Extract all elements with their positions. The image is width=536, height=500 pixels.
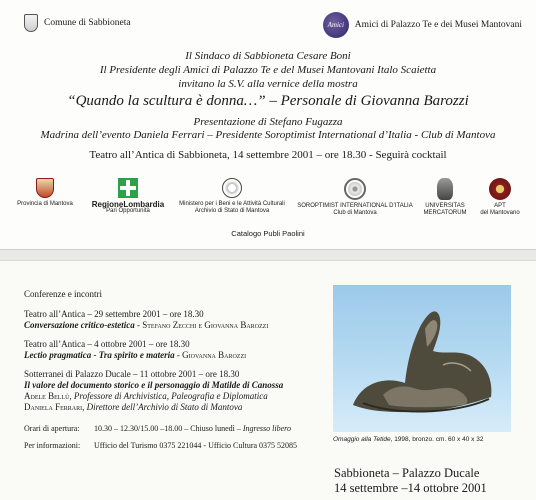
sponsor-apt (472, 178, 528, 217)
invite-line-venue-date: Teatro all’Antica di Sabbioneta, 14 settembre 2001 – ore 18.30 - Seguirà cocktail (89, 149, 447, 161)
sponsor-provincia (10, 178, 80, 208)
venue-line: Sabbioneta – Palazzo Ducale (334, 466, 480, 480)
soroptimist-icon (344, 178, 366, 200)
event-3-venue: Sotterranei di Palazzo Ducale – 11 ottobre 2001 – ore 18.30 (24, 369, 240, 379)
header-left-text: Comune di Sabbioneta (44, 18, 131, 28)
event-2 (24, 339, 324, 361)
dates-line: 14 settembre –14 ottobre 2001 (334, 481, 487, 495)
event-3-title: Il valore del documento storico e il personaggio di Matilde di Canossa (24, 380, 284, 390)
sponsor-label: SOROPTIMIST INTERNATIONAL D’ITALIA (297, 203, 413, 209)
sponsor-label: Provincia di Mantova (17, 201, 73, 207)
header-right (323, 12, 522, 38)
event-1-details (24, 320, 324, 331)
event-2-details (24, 350, 324, 361)
catalogo-credit: Catalogo Publi Paolini (231, 229, 305, 238)
speaker-name: Daniela Ferrari (24, 402, 83, 412)
invite-line-presidente: Il Presidente degli Amici di Palazzo Te e del Musei Mantovani Italo Scaietta (99, 64, 437, 76)
amici-logo-icon: Amici (323, 12, 349, 38)
invite-line-presentazione: Presentazione di Stefano Fugazza (193, 116, 343, 128)
invite-line-sindaco: Il Sindaco di Sabbioneta Cesare Boni (185, 50, 351, 62)
sculpture-image (333, 285, 511, 432)
card-separator (0, 250, 536, 260)
contact-label: Per informazioni: (24, 441, 81, 450)
sponsor-sublabel: Pari Opportunità (106, 208, 150, 214)
event-1-venue: Teatro all’Antica – 29 settembre 2001 – ore 18.30 (24, 309, 204, 319)
photo-caption (333, 436, 533, 443)
sponsor-logos (10, 178, 530, 222)
invite-line-madrina: Madrina dell’evento Daniela Ferrari – Presidente Soroptimist International d’Italia - Club di Mantova (40, 129, 496, 141)
sponsor-mercatorum (420, 178, 470, 217)
separator: - (174, 350, 183, 360)
opening-hours (24, 424, 291, 433)
separator: - (134, 320, 143, 330)
event-2-title: Lectio pragmatica - Tra spirito e materia (24, 350, 175, 360)
hours-text: 10.30 – 12.30/15.00 –18.00 – Chiuso lunedì – (94, 424, 243, 433)
event-3-speaker-1 (24, 391, 329, 402)
contact-value: Ufficio del Turismo 0375 221044 - Ufficio Cultura 0375 52085 (94, 441, 298, 450)
regione-lombardia-icon (118, 178, 138, 198)
sponsor-regione (88, 178, 168, 215)
speaker-name: Adele Bellù (24, 391, 70, 401)
apt-icon (489, 178, 511, 200)
event-1 (24, 309, 324, 331)
sponsor-sublabel: Archivio di Stato di Mantova (194, 208, 270, 214)
sabbioneta-crest-icon (24, 14, 38, 32)
exhibition-title: “Quando la scultura è donna…” – Personale di Giovanna Barozzi (67, 93, 469, 109)
sculpture-photo (333, 285, 511, 432)
sponsor-label: RegioneLombardia (91, 200, 165, 209)
event-1-title: Conversazione critico-estetica (24, 320, 135, 330)
sponsor-label: UNIVERSITAS (425, 203, 465, 209)
sponsor-sublabel: Club di Mantova (333, 210, 377, 216)
program-heading: Conferenze e incontri (24, 289, 102, 299)
invite-line-invitano: invitano la S.V. alla vernice della mostra (178, 78, 358, 90)
event-1-speakers: Stefano Zecchi e Giovanna Barozzi (142, 320, 269, 330)
sponsor-sublabel: MERCATORUM (423, 210, 467, 216)
sponsor-label: APT (494, 203, 506, 209)
speaker-role: , Direttore dell’Archivio di Stato di Mantova (82, 402, 243, 412)
opening-hours-value (94, 424, 291, 433)
sponsor-ministero (178, 178, 286, 215)
header-right-text: Amici di Palazzo Te e dei Musei Mantovani (354, 20, 522, 30)
provincia-crest-icon (36, 178, 54, 198)
sponsor-sublabel: del Mantovano (480, 210, 520, 216)
sponsor-soroptimist (296, 178, 414, 217)
sponsor-label: Ministero per i Beni e le Attività Culturali (179, 201, 285, 207)
event-3-speaker-2 (24, 402, 329, 413)
event-2-speaker: Giovanna Barozzi (182, 350, 247, 360)
header-left (24, 14, 131, 32)
speaker-role: , Professore di Archivistica, Paleografia e Diplomatica (69, 391, 268, 401)
ministero-star-icon (222, 178, 242, 198)
contact-info (24, 441, 297, 450)
event-2-venue: Teatro all’Antica – 4 ottobre 2001 – ore 18.30 (24, 339, 190, 349)
opening-hours-label: Orari di apertura: (24, 424, 80, 433)
event-3 (24, 369, 329, 413)
free-entry-text: Ingresso libero (242, 424, 291, 433)
mercatorum-icon (437, 178, 453, 200)
caption-title: Omaggio alla Tetide (333, 436, 391, 443)
caption-details: , 1998, bronzo. cm. 60 x 40 x 32 (390, 436, 484, 443)
